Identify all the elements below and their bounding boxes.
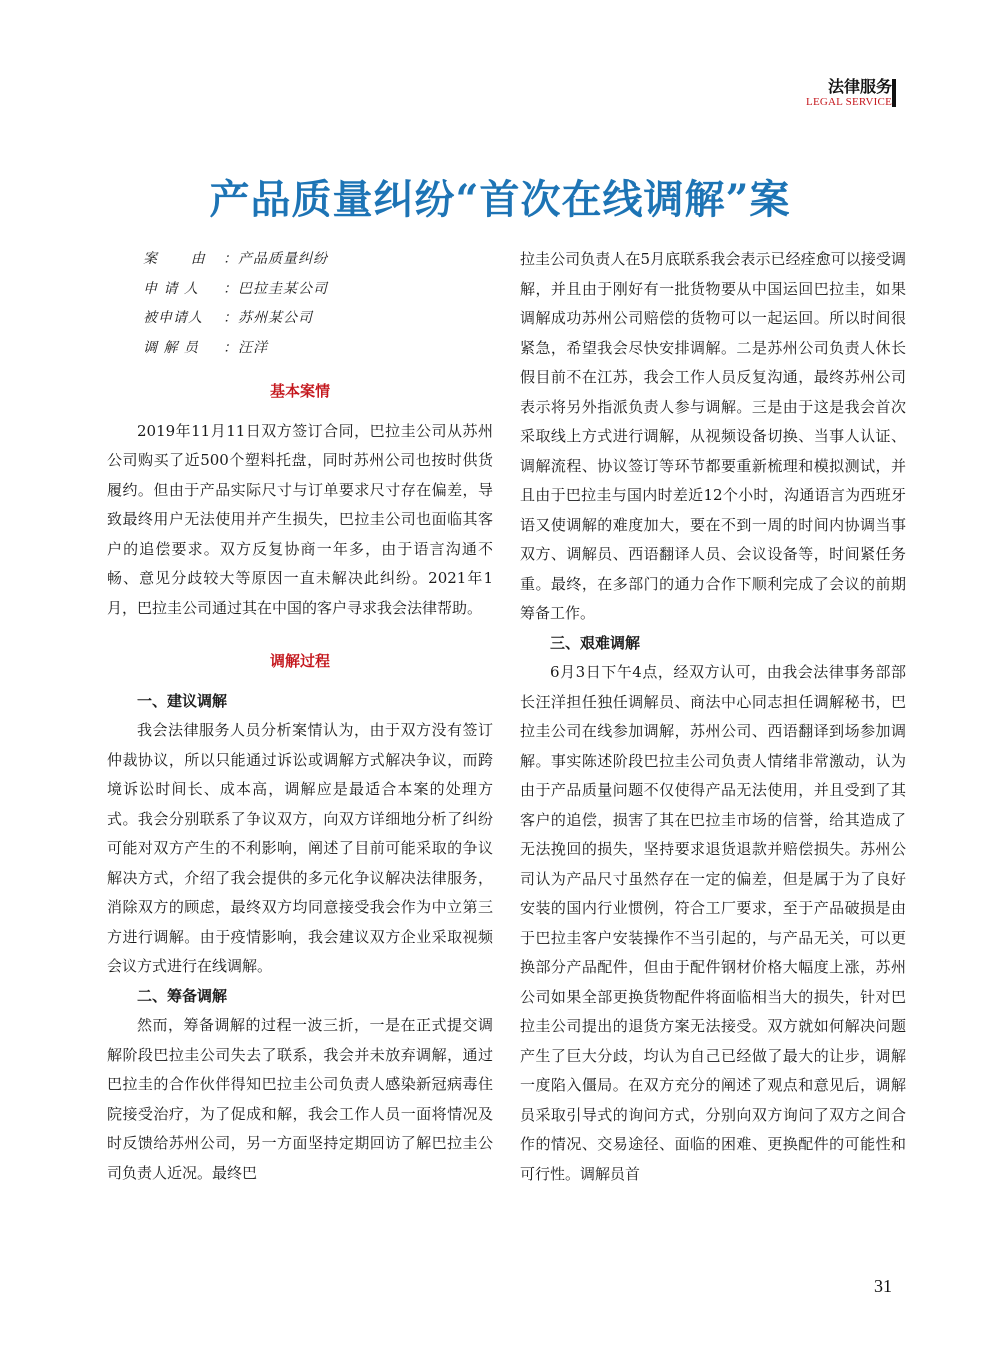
left-column [107,245,493,1188]
page-number: 31 [874,1276,892,1296]
suggest-mediation-paragraph: 我会法律服务人员分析案情认为，由于双方没有签订仲裁协议，所以只能通过诉讼或调解方式解决争议，而跨境诉讼时间长、成本高，调解应是最适合本案的处理方式。我会分别联系了争议双方，向双方详细地分析了纠纷可能对双方产生的不利影响，阐述了目前可能采取的争议解决方式，介绍了我会提供的多元化争议解决法律服务，消除双方的顾虑，最终双方均同意接受我会作为中立第三方进行调解。由于疫情影响，我会建议双方企业采取视频会议方式进行在线调解。 [107,721,493,975]
case-meta [107,245,493,363]
meta-label: 案 由 [143,251,206,267]
difficult-mediation-paragraph: 6月3日下午4点，经双方认可，由我会法律事务部部长汪洋担任独任调解员、商法中心同志担任调解秘书，巴拉圭公司在线参加调解，苏州公司、西语翻译到场参加调解。事实陈述阶段巴拉圭公司负责人情绪非常激动，认为由于产品质量问题不仅使得产品无法使用，并且受到了其客户的追偿，损害了其在巴拉圭市场的信誉，给其造成了无法挽回的损失，坚持要求退货退款并赔偿损失。苏州公司认为产品尺寸虽然存在一定的偏差，但是属于为了良好安装的国内行业惯例，符合工厂要求，至于产品破损是由于巴拉圭客户安装操作不当引起的，与产品无关，可以更换部分产品配件，但由于配件钢材价格大幅度上涨，苏州公司如果全部更换货物配件将面临相当大的损失，针对巴拉圭公司提出的退货方案无法接受。双方就如何解决问题产生了巨大分歧，均认为自己已经做了最大的让步，调解一度陷入僵局。在双方充分的阐述了观点和意见后，调解员采取引导式的询问方式，分别向双方询问了双方之间合作的情况、交易途径、面临的困难、更换配件的可能性和可行性。调解员首 [520,663,906,1183]
meta-value: 产品质量纠纷 [238,251,328,267]
meta-label: 申 请 人 [143,280,199,297]
meta-colon: ： [223,280,238,297]
subheading-suggest-mediation: 一、建议调解 [137,691,228,710]
basic-facts-paragraph: 2019年11月11日双方签订合同，巴拉圭公司从苏州公司购买了近500个塑料托盘，同时苏州公司也按时供货履约。但由于产品实际尺寸与订单要求尺寸存在偏差，导致最终用户无法使用并产生损失，巴拉圭公司也面临其客户的追偿要求。双方反复协商一年多，由于语言沟通不畅、意见分歧较大等原因一直未解决此纠纷。2021年1月，巴拉圭公司通过其在中国的客户寻求我会法律帮助。 [107,421,493,617]
section-tag-en: LEGAL SERVICE [806,96,892,108]
meta-row-mediator [143,334,493,364]
meta-row-applicant [143,275,493,305]
meta-colon: ： [223,310,238,326]
section-tag [806,78,892,109]
section-tag-bar [892,79,896,107]
article-title: 产品质量纠纷“首次在线调解”案 [209,176,791,223]
prepare-mediation-paragraph-cont: 拉圭公司负责人在5月底联系我会表示已经痊愈可以接受调解，并且由于刚好有一批货物要从中国运回巴拉圭，如果调解成功苏州公司赔偿的货物可以一起运回。所以时间很紧急，希望我会尽快安排调解。二是苏州公司负责人休长假目前不在江苏，我会工作人员反复沟通，最终苏州公司表示将另外指派负责人参与调解。三是由于这是我会首次采取线上方式进行调解，从视频设备切换、当事人认证、调解流程、协议签订等环节都要重新梳理和模拟测试，并且由于巴拉圭与国内时差近12个小时，沟通语言为西班牙语又使调解的难度加大，要在不到一周的时间内协调当事双方、调解员、西语翻译人员、会议设备等，时间紧任务重。最终，在多部门的通力合作下顺利完成了会议的前期筹备工作。 [520,250,906,622]
prepare-mediation-paragraph-start: 然而，筹备调解的过程一波三折，一是在正式提交调解阶段巴拉圭公司失去了联系，我会并未放弃调解，通过巴拉圭的合作伙伴得知巴拉圭公司负责人感染新冠病毒住院接受治疗，为了促成和解，我会工作人员一面将情况及时反馈给苏州公司，另一方面坚持定期回访了解巴拉圭公司负责人近况。最终巴 [107,1016,493,1182]
meta-row-respondent [143,304,493,334]
section-heading-mediation-process: 调解过程 [269,652,330,670]
meta-colon: ： [223,251,238,267]
meta-row-case [143,245,493,275]
right-column [520,245,906,1189]
meta-label: 调 解 员 [143,339,199,356]
meta-value: 汪洋 [238,339,268,356]
meta-label: 被申请人 [143,310,203,326]
meta-value: 苏州某公司 [238,310,313,326]
section-tag-cn: 法律服务 [827,77,892,96]
section-heading-basic-facts: 基本案情 [269,382,330,400]
meta-value: 巴拉圭某公司 [238,280,328,297]
subheading-difficult-mediation: 三、艰难调解 [550,633,641,652]
subheading-prepare-mediation: 二、筹备调解 [137,986,228,1005]
meta-colon: ： [223,339,238,356]
